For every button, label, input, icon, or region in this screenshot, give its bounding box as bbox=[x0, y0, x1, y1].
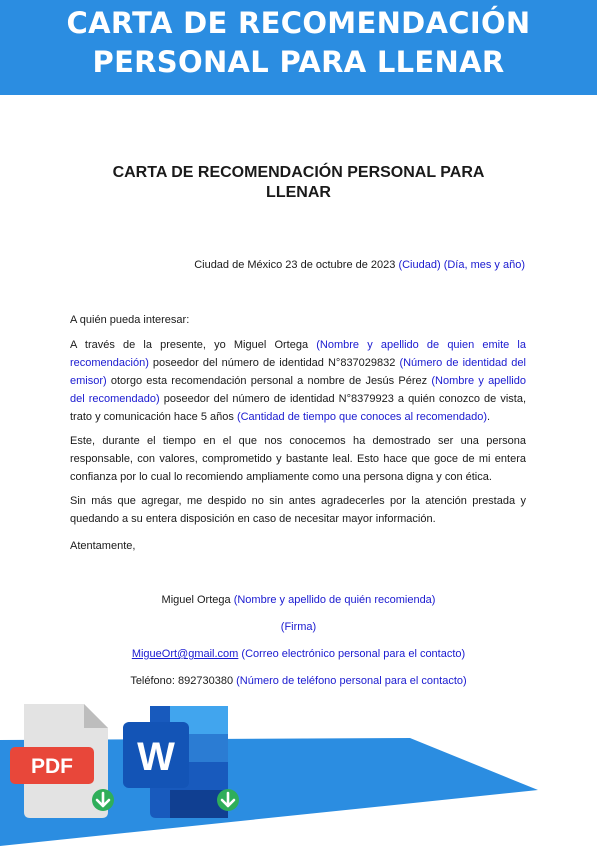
download-arrow-icon[interactable] bbox=[217, 789, 239, 811]
p1-hint-3: (Nombre y apellido del recomendado) bbox=[70, 375, 526, 405]
p1-text-2: poseedor del número de identidad N°837029832 bbox=[148, 357, 400, 369]
date-text: Ciudad de México 23 de octubre de 2023 bbox=[194, 259, 396, 271]
email-link[interactable]: MigueOrt@gmail.com bbox=[131, 648, 239, 660]
phone-hint: (Número de teléfono personal para el contacto) bbox=[236, 675, 467, 687]
document-title-line2: LLENAR bbox=[266, 184, 331, 201]
download-arrow-icon[interactable] bbox=[92, 789, 114, 811]
salutation: A quién pueda interesar: bbox=[70, 314, 190, 326]
phone-text: Teléfono: 892730380 bbox=[130, 675, 234, 687]
p1-text-1: A través de la presente, yo Miguel Ortega bbox=[70, 339, 317, 351]
paragraph-2: Este, durante el tiempo en el que nos conocemos ha demostrado ser una persona responsable, con valores, comprometido y bastante leal. Esto hace que goce de mi entera confianza por lo cual lo recomiendo ampliamente como una persona digna y con ética. bbox=[70, 435, 526, 483]
paragraph-3: Sin más que agregar, me despido no sin antes agradecerles por la atención prestada y quedando a su entera disposición en caso de necesitar mayor información. bbox=[70, 495, 526, 525]
banner-title-line2: PERSONAL PARA LLENAR bbox=[92, 45, 505, 79]
p1-text-5: . bbox=[487, 411, 491, 423]
p1-text-4: poseedor del número de identidad N°8379923 a quién conozco de vista, trato y comunicación hace 5 años bbox=[70, 393, 526, 423]
p1-hint-4: (Cantidad de tiempo que conoces al recomendado) bbox=[236, 411, 488, 423]
closing: Atentamente, bbox=[70, 540, 136, 552]
p1-text-3: otorgo esta recomendación personal a nombre de Jesús Pérez bbox=[106, 375, 432, 387]
p1-hint-2: (Número de identidad del emisor) bbox=[70, 357, 526, 387]
email-hint: (Correo electrónico personal para el contacto) bbox=[241, 648, 466, 660]
signature-name: Miguel Ortega bbox=[161, 594, 231, 606]
banner-title-line1: CARTA DE RECOMENDACIÓN bbox=[66, 6, 531, 40]
pdf-label: PDF bbox=[31, 755, 73, 778]
date-hint: (Ciudad) (Día, mes y año) bbox=[398, 259, 525, 271]
signature-name-hint: (Nombre y apellido de quién recomienda) bbox=[233, 594, 436, 606]
word-label: W bbox=[137, 735, 175, 779]
signature-firma: (Firma) bbox=[280, 621, 317, 633]
p1-hint-1: (Nombre y apellido de quien emite la recomendación) bbox=[70, 339, 526, 369]
document-title-line1: CARTA DE RECOMENDACIÓN PERSONAL PARA bbox=[112, 164, 485, 181]
